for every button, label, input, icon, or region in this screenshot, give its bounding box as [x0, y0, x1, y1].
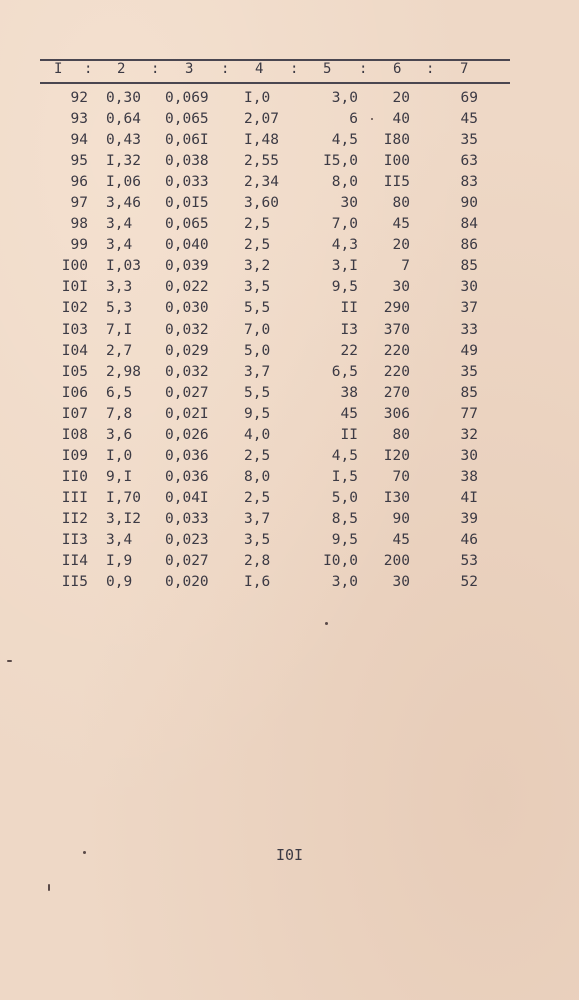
header-separator: :	[359, 61, 368, 77]
table-cell-col-5: 4,3	[331, 237, 358, 254]
table-cell-col-1: I05	[61, 363, 88, 380]
table-cell-col-6: 30	[392, 574, 410, 591]
table-row	[0, 90, 579, 111]
table-cell-col-6: 7	[401, 258, 410, 275]
table-cell-col-1: 92	[70, 90, 88, 106]
table-cell-col-7: 30	[460, 279, 478, 296]
table-cell-col-7: 35	[460, 132, 478, 149]
table-cell-col-1: III	[61, 489, 88, 506]
table-cell-col-2: I,03	[106, 258, 141, 275]
table-cell-col-2: 3,46	[106, 195, 141, 212]
table-cell-col-1: I06	[61, 384, 88, 401]
table-cell-col-5: 6,5	[331, 363, 358, 380]
table-cell-col-1: I09	[61, 447, 88, 464]
table-cell-col-6: 40	[392, 111, 410, 128]
table-cell-col-2: 9,I	[106, 468, 133, 485]
table-cell-col-7: 38	[460, 468, 478, 485]
table-row	[0, 448, 579, 469]
table-cell-col-1: I00	[61, 258, 88, 275]
table-cell-col-2: 2,98	[106, 363, 141, 380]
table-cell-col-3: 0,027	[165, 553, 209, 570]
table-cell-col-1: II4	[61, 553, 88, 570]
table-cell-col-4: 2,55	[244, 153, 279, 170]
table-row	[0, 364, 579, 385]
table-cell-col-6: 370	[383, 321, 410, 338]
table-cell-col-4: 9,5	[244, 405, 271, 422]
header-separator: :	[426, 61, 435, 77]
table-cell-col-3: 0,023	[165, 531, 209, 548]
table-cell-col-3: 0,029	[165, 342, 209, 359]
table-cell-col-5: I,5	[331, 468, 358, 485]
table-cell-col-3: 0,033	[165, 174, 209, 191]
table-cell-col-5: II	[340, 426, 358, 443]
table-cell-col-4: 3,2	[244, 258, 271, 275]
table-header-rule	[40, 82, 510, 84]
table-cell-col-5: 9,5	[331, 279, 358, 296]
table-cell-col-1: II0	[61, 468, 88, 485]
table-cell-col-5: 38	[340, 384, 358, 401]
table-cell-col-7: 83	[460, 174, 478, 191]
table-cell-col-6: I80	[383, 132, 410, 149]
table-row	[0, 153, 579, 174]
table-cell-col-5: 4,5	[331, 447, 358, 464]
table-row	[0, 237, 579, 258]
table-cell-col-7: 49	[460, 342, 478, 359]
table-cell-col-3: 0,022	[165, 279, 209, 296]
table-cell-col-3: 0,038	[165, 153, 209, 170]
table-cell-col-4: 3,5	[244, 531, 271, 548]
table-cell-col-3: 0,065	[165, 111, 209, 128]
table-cell-col-3: 0,026	[165, 426, 209, 443]
table-cell-col-4: I,6	[244, 574, 271, 591]
table-cell-col-3: 0,030	[165, 300, 209, 317]
table-cell-col-2: 5,3	[106, 300, 133, 317]
table-cell-col-5: 3,0	[331, 90, 358, 106]
header-col-1: I	[54, 61, 63, 77]
table-cell-col-1: 95	[70, 153, 88, 170]
table-cell-col-4: 5,5	[244, 300, 271, 317]
table-cell-col-5: I5,0	[323, 153, 358, 170]
table-cell-col-3: 0,06I	[165, 132, 209, 149]
table-cell-col-7: 69	[460, 90, 478, 106]
table-cell-col-6: 80	[392, 426, 410, 443]
table-cell-col-4: 2,5	[244, 489, 271, 506]
table-cell-col-4: 5,5	[244, 384, 271, 401]
table-cell-col-2: 6,5	[106, 384, 133, 401]
table-cell-col-1: I0I	[61, 279, 88, 296]
table-row	[0, 574, 579, 595]
table-cell-col-4: I,0	[244, 90, 271, 106]
table-cell-col-1: 96	[70, 174, 88, 191]
table-cell-col-6: I20	[383, 447, 410, 464]
table-cell-col-1: 94	[70, 132, 88, 149]
table-cell-col-4: 2,8	[244, 553, 271, 570]
table-cell-col-7: 90	[460, 195, 478, 212]
table-cell-col-1: 98	[70, 216, 88, 233]
table-cell-col-5: I3	[340, 321, 358, 338]
table-cell-col-3: 0,032	[165, 363, 209, 380]
table-cell-col-2: 2,7	[106, 342, 133, 359]
table-cell-col-5: I0,0	[323, 553, 358, 570]
table-cell-col-4: 8,0	[244, 468, 271, 485]
table-cell-col-3: 0,033	[165, 510, 209, 527]
paper-speck	[48, 884, 50, 891]
table-cell-col-2: I,06	[106, 174, 141, 191]
table-cell-col-7: 35	[460, 363, 478, 380]
table-cell-col-1: II2	[61, 510, 88, 527]
table-cell-col-5: 3,I	[331, 258, 358, 275]
table-cell-col-2: 3,4	[106, 216, 133, 233]
table-cell-col-6: 306	[383, 405, 410, 422]
table-row	[0, 111, 579, 132]
table-cell-col-6: 70	[392, 468, 410, 485]
table-cell-col-5: 4,5	[331, 132, 358, 149]
table-cell-col-2: I,32	[106, 153, 141, 170]
table-row	[0, 343, 579, 364]
table-cell-col-7: 77	[460, 405, 478, 422]
table-cell-col-5: 30	[340, 195, 358, 212]
table-cell-col-7: 63	[460, 153, 478, 170]
table-cell-col-7: 30	[460, 447, 478, 464]
header-separator: :	[221, 61, 230, 77]
paper-speck	[325, 622, 328, 625]
table-cell-col-6: 90	[392, 510, 410, 527]
table-cell-col-5: II	[340, 300, 358, 317]
table-cell-col-2: 0,30	[106, 90, 141, 106]
header-col-4: 4	[255, 61, 264, 77]
table-cell-col-4: 7,0	[244, 321, 271, 338]
table-cell-col-2: 0,43	[106, 132, 141, 149]
table-cell-col-4: 2,5	[244, 216, 271, 233]
table-cell-col-1: 97	[70, 195, 88, 212]
table-cell-col-6: 20	[392, 90, 410, 106]
table-cell-col-3: 0,036	[165, 447, 209, 464]
table-cell-col-2: 0,9	[106, 574, 133, 591]
header-separator: :	[84, 61, 93, 77]
table-header	[40, 61, 510, 81]
table-cell-col-1: 93	[70, 111, 88, 128]
table-cell-col-3: 0,032	[165, 321, 209, 338]
table-cell-col-4: 2,07	[244, 111, 279, 128]
table-cell-col-2: 3,4	[106, 237, 133, 254]
table-cell-col-2: 3,I2	[106, 510, 141, 527]
table-cell-col-3: 0,027	[165, 384, 209, 401]
table-cell-col-6: II5	[383, 174, 410, 191]
table-cell-col-7: 53	[460, 553, 478, 570]
table-cell-col-3: 0,0I5	[165, 195, 209, 212]
table-row	[0, 216, 579, 237]
table-cell-col-2: 3,4	[106, 531, 133, 548]
header-separator: :	[151, 61, 160, 77]
table-cell-col-4: 3,5	[244, 279, 271, 296]
table-cell-col-1: I02	[61, 300, 88, 317]
table-cell-col-7: 86	[460, 237, 478, 254]
table-row	[0, 427, 579, 448]
table-cell-col-4: 4,0	[244, 426, 271, 443]
table-cell-col-1: I04	[61, 342, 88, 359]
table-cell-col-7: 4I	[460, 489, 478, 506]
table-cell-col-6: I30	[383, 489, 410, 506]
table-cell-col-2: 7,8	[106, 405, 133, 422]
header-col-3: 3	[185, 61, 194, 77]
table-cell-col-6: I00	[383, 153, 410, 170]
table-cell-col-5: 22	[340, 342, 358, 359]
table-cell-col-3: 0,020	[165, 574, 209, 591]
table-row	[0, 300, 579, 321]
table-cell-col-5: 5,0	[331, 489, 358, 506]
table-cell-col-4: 3,7	[244, 363, 271, 380]
table-cell-col-6: 270	[383, 384, 410, 401]
table-cell-col-1: 99	[70, 237, 88, 254]
table-cell-col-7: 84	[460, 216, 478, 233]
table-cell-col-4: I,48	[244, 132, 279, 149]
header-col-2: 2	[117, 61, 126, 77]
table-cell-col-7: 32	[460, 426, 478, 443]
table-cell-col-5: 45	[340, 405, 358, 422]
table-cell-col-1: I03	[61, 321, 88, 338]
table-row	[0, 195, 579, 216]
table-row	[0, 532, 579, 553]
table-cell-col-3: 0,02I	[165, 405, 209, 422]
table-cell-col-2: 0,64	[106, 111, 141, 128]
table-cell-col-4: 2,34	[244, 174, 279, 191]
table-cell-col-4: 3,60	[244, 195, 279, 212]
paper-speck	[83, 851, 86, 854]
header-col-7: 7	[460, 61, 469, 77]
table-cell-col-7: 45	[460, 111, 478, 128]
table-cell-col-3: 0,069	[165, 90, 209, 106]
table-cell-col-4: 2,5	[244, 447, 271, 464]
table-row	[0, 258, 579, 279]
table-cell-col-1: I08	[61, 426, 88, 443]
table-cell-col-5: 8,5	[331, 510, 358, 527]
table-row	[0, 279, 579, 300]
table-cell-col-6: 45	[392, 216, 410, 233]
table-cell-col-7: 85	[460, 384, 478, 401]
table-cell-col-6: 200	[383, 553, 410, 570]
table-cell-col-7: 46	[460, 531, 478, 548]
table-cell-col-6: 220	[383, 342, 410, 359]
table-cell-col-7: 39	[460, 510, 478, 527]
data-table	[0, 90, 579, 595]
table-cell-col-2: I,9	[106, 553, 133, 570]
table-cell-col-3: 0,036	[165, 468, 209, 485]
table-row	[0, 132, 579, 153]
table-cell-col-5: 6	[349, 111, 358, 128]
table-cell-col-6: 45	[392, 531, 410, 548]
table-cell-col-5: 3,0	[331, 574, 358, 591]
table-row	[0, 469, 579, 490]
table-row	[0, 406, 579, 427]
table-cell-col-1: II3	[61, 531, 88, 548]
table-cell-col-7: 37	[460, 300, 478, 317]
paper-speck	[7, 660, 12, 662]
table-cell-col-7: 52	[460, 574, 478, 591]
table-cell-col-3: 0,040	[165, 237, 209, 254]
table-cell-col-6: 80	[392, 195, 410, 212]
table-row	[0, 385, 579, 406]
header-col-5: 5	[323, 61, 332, 77]
table-cell-col-2: 3,6	[106, 426, 133, 443]
table-cell-col-1: II5	[61, 574, 88, 591]
paper-speck	[371, 118, 373, 120]
table-cell-col-4: 5,0	[244, 342, 271, 359]
table-cell-col-2: I,70	[106, 489, 141, 506]
table-cell-col-3: 0,039	[165, 258, 209, 275]
table-row	[0, 553, 579, 574]
table-cell-col-3: 0,065	[165, 216, 209, 233]
table-row	[0, 322, 579, 343]
table-row	[0, 174, 579, 195]
table-cell-col-5: 9,5	[331, 531, 358, 548]
table-row	[0, 511, 579, 532]
table-cell-col-2: 3,3	[106, 279, 133, 296]
table-row	[0, 490, 579, 511]
table-cell-col-7: 85	[460, 258, 478, 275]
table-cell-col-2: I,0	[106, 447, 133, 464]
table-cell-col-5: 7,0	[331, 216, 358, 233]
table-cell-col-3: 0,04I	[165, 489, 209, 506]
table-cell-col-4: 2,5	[244, 237, 271, 254]
table-cell-col-5: 8,0	[331, 174, 358, 191]
table-cell-col-1: I07	[61, 405, 88, 422]
table-cell-col-6: 290	[383, 300, 410, 317]
table-cell-col-6: 30	[392, 279, 410, 296]
table-cell-col-4: 3,7	[244, 510, 271, 527]
header-col-6: 6	[393, 61, 402, 77]
table-cell-col-6: 20	[392, 237, 410, 254]
page-number: I0I	[275, 846, 304, 864]
table-cell-col-2: 7,I	[106, 321, 133, 338]
table-cell-col-6: 220	[383, 363, 410, 380]
header-separator: :	[290, 61, 299, 77]
table-cell-col-7: 33	[460, 321, 478, 338]
